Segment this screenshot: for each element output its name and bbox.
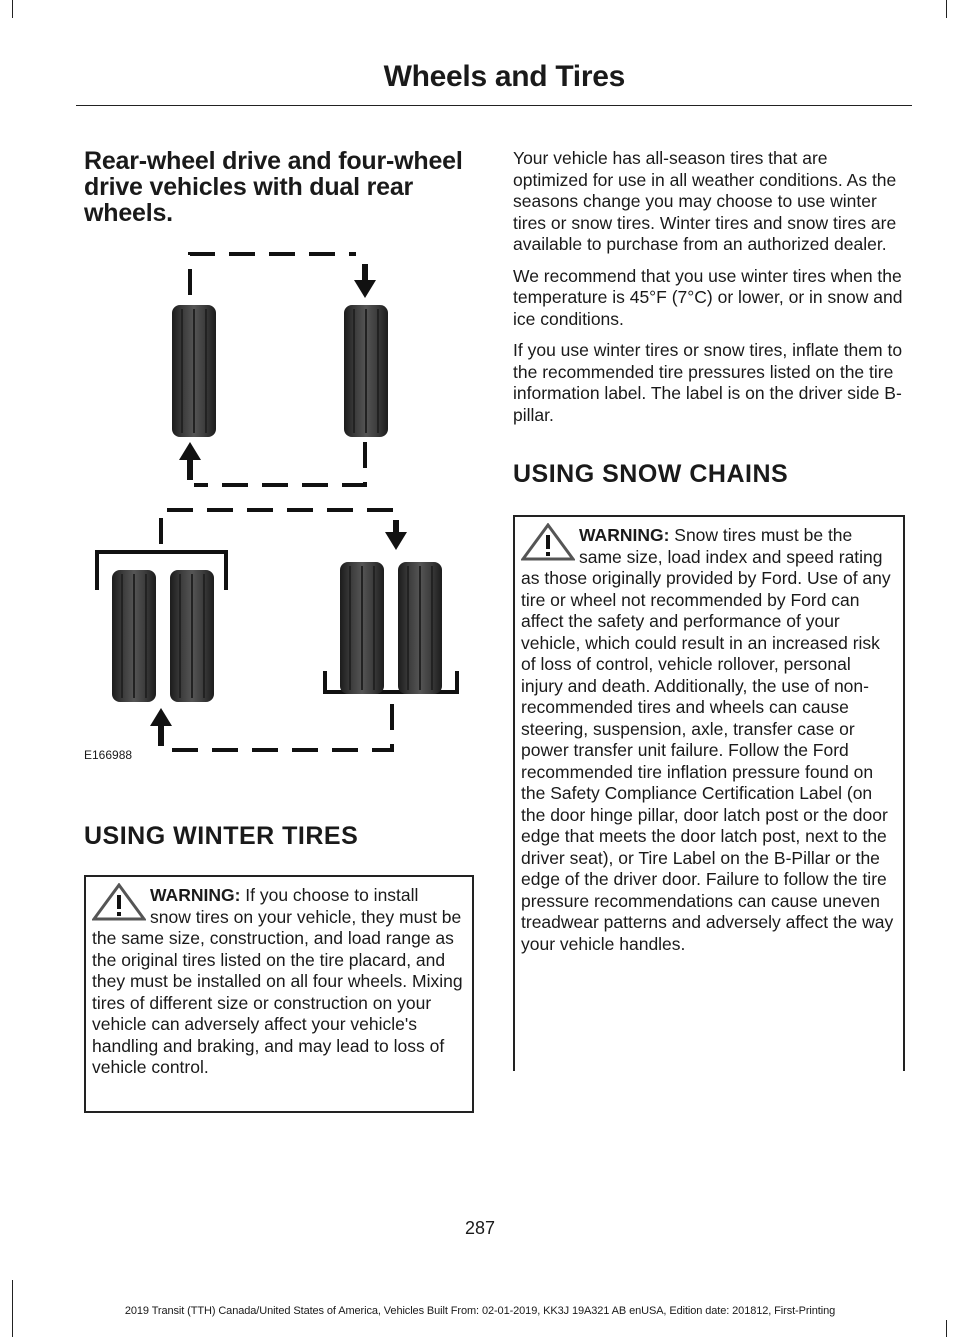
warning-text: If you choose to install snow tires on your vehicle, they must be the same size, construction, and load range as the original tires listed on the tire placard, and they must be installed on all four wheels. Mixing tires of different size or construction on your vehicle can adversely affect your vehicle's handling and braking, and may lead to loss of vehicle control. [92,885,463,1077]
snow-chains-heading: USING SNOW CHAINS [513,460,789,488]
warning-label: WARNING: [150,885,241,905]
figure-code: E166988 [84,748,133,762]
tire-rotation-diagram [84,230,474,775]
footer-edition-text: 2019 Transit (TTH) Canada/United States of America, Vehicles Built From: 02-01-2019, KK3J 19A321 AB enUSA, Edition date: 201812, First-Printing [124,1305,836,1317]
warning-triangle-icon [92,883,146,921]
paragraph: If you use winter tires or snow tires, inflate them to the recommended tire pressures listed on the tire information label. The label is on the driver side B-pillar. [513,340,903,425]
left-lower [84,822,474,1113]
winter-tires-warning-box [84,875,474,1113]
paragraph: We recommend that you use winter tires when the temperature is 45°F (7°C) or lower, or in snow and ice conditions. [513,265,903,329]
crop-mark [946,1320,947,1337]
warning-label: WARNING: [579,525,670,545]
warning-text: Snow tires must be the same size, load index and speed rating as those originally provided by Ford. Use of any tire or wheel not recommended by Ford can affect the safety and performance of your vehicle, which could result in an increased risk of loss of control, vehicle rollover, personal injury and death. Additionally, the use of non-recommended tires and wheels can cause steering, suspension, axle, transfer case or power transfer unit failure. Follow the Ford recommended tire inflation pressure found on the Safety Compliance Certification Label (on the door hinge pillar, door latch post or the door edge that meets the door latch post, next to the driver seat), or Tire Label on the B-Pillar or the edge of the driver door. Failure to follow the tire pressure recommendations can cause uneven treadwear patterns and adversely affect the way your vehicle handles. [521,525,894,954]
left-column [84,148,474,226]
page-header-title: Wheels and Tires [383,60,625,93]
warning-triangle-icon [521,523,575,561]
right-column [513,148,905,1071]
paragraph: Your vehicle has all-season tires that are optimized for use in all weather conditions. As the seasons change you may choose to use winter tires or snow tires. Winter tires and snow tires are available to purchase from an authorized dealer. [513,148,897,254]
header-divider [76,105,912,106]
snow-chains-warning-box [513,515,905,1071]
crop-mark [12,0,13,18]
page-number: 287 [464,1218,496,1238]
winter-tires-heading: USING WINTER TIRES [84,822,359,850]
diagram-subheading: Rear-wheel drive and four-wheel drive vehicles with dual rear wheels. [84,147,463,227]
crop-mark [946,0,947,18]
